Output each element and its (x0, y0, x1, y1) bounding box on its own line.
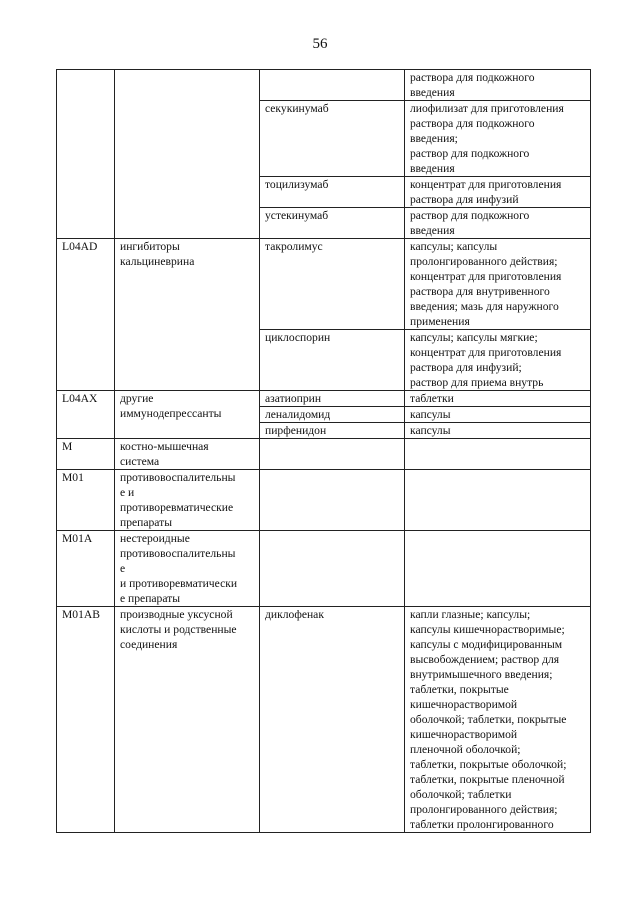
group-name-cell: производные уксусной кислоты и родственные соединения (115, 607, 260, 833)
group-name-cell: противовоспалительны е и противоревматические препараты (115, 470, 260, 531)
table-row (57, 239, 591, 330)
drug-name-cell (260, 70, 405, 101)
drug-name-cell: пирфенидон (260, 423, 405, 439)
drug-name-cell (260, 470, 405, 531)
dosage-form-cell: капсулы; капсулы пролонгированного действия; концентрат для приготовления раствора для внутривенного введения; мазь для наружного применения (405, 239, 591, 330)
drug-table (56, 69, 591, 833)
table-row (57, 607, 591, 833)
dosage-form-cell: капсулы (405, 407, 591, 423)
dosage-form-cell: капсулы; капсулы мягкие; концентрат для приготовления раствора для инфузий; раствор для приема внутрь (405, 330, 591, 391)
group-name-cell: костно-мышечная система (115, 439, 260, 470)
table-row (57, 439, 591, 470)
dosage-form-cell (405, 439, 591, 470)
dosage-form-cell: лиофилизат для приготовления раствора для подкожного введения; раствор для подкожного введения (405, 101, 591, 177)
atc-code-cell (57, 70, 115, 239)
group-name-cell: другие иммунодепрессанты (115, 391, 260, 439)
atc-code-cell: M01A (57, 531, 115, 607)
dosage-form-cell (405, 531, 591, 607)
dosage-form-cell: таблетки (405, 391, 591, 407)
drug-name-cell (260, 439, 405, 470)
table-row (57, 70, 591, 101)
atc-code-cell: L04AD (57, 239, 115, 391)
atc-code-cell: L04AX (57, 391, 115, 439)
drug-name-cell: леналидомид (260, 407, 405, 423)
atc-code-cell: M01AB (57, 607, 115, 833)
drug-name-cell: такролимус (260, 239, 405, 330)
drug-name-cell: диклофенак (260, 607, 405, 833)
atc-code-cell: M01 (57, 470, 115, 531)
dosage-form-cell: капсулы (405, 423, 591, 439)
page-number: 56 (312, 36, 328, 52)
group-name-cell (115, 70, 260, 239)
dosage-form-cell: капли глазные; капсулы; капсулы кишечнорастворимые; капсулы с модифицированным высвобождением; раствор для внутримышечного введения; таблетки, покрытые кишечнорастворимой оболочкой; таблетки, покрытые кишечнорастворимой пленочной оболочкой; таблетки, покрытые оболочкой; таблетки, покрытые пленочной оболочкой; таблетки пролонгированного действия; таблетки пролонгированного (405, 607, 591, 833)
group-name-cell: ингибиторы кальциневрина (115, 239, 260, 391)
drug-name-cell: устекинумаб (260, 208, 405, 239)
table-row (57, 470, 591, 531)
dosage-form-cell (405, 470, 591, 531)
table-row (57, 391, 591, 407)
drug-name-cell: циклоспорин (260, 330, 405, 391)
drug-name-cell: секукинумаб (260, 101, 405, 177)
drug-name-cell: тоцилизумаб (260, 177, 405, 208)
dosage-form-cell: раствор для подкожного введения (405, 208, 591, 239)
dosage-form-cell: концентрат для приготовления раствора для инфузий (405, 177, 591, 208)
table-row (57, 531, 591, 607)
group-name-cell: нестероидные противовоспалительны е и противоревматически е препараты (115, 531, 260, 607)
drug-name-cell: азатиоприн (260, 391, 405, 407)
dosage-form-cell: раствора для подкожного введения (405, 70, 591, 101)
atc-code-cell: M (57, 439, 115, 470)
drug-name-cell (260, 531, 405, 607)
